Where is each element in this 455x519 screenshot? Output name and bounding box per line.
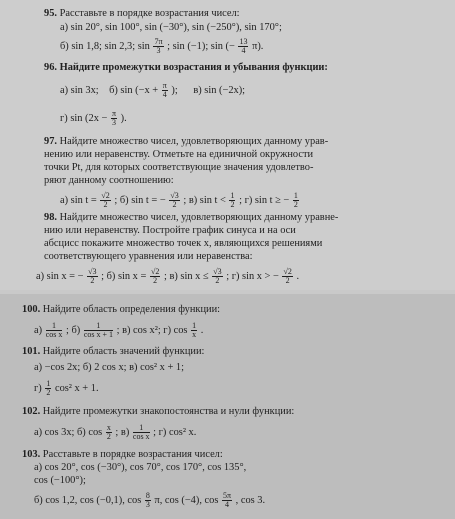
text-part: ; б) [65, 324, 81, 336]
fraction: $\frac{1}{2}$ [293, 191, 298, 209]
problem-number: 100. [22, 304, 41, 315]
problem-number: 101. [22, 346, 41, 357]
text-part: а) [34, 324, 43, 336]
text-part: π, cos (−4), cos [154, 494, 219, 506]
text-part: ); [171, 84, 178, 96]
text-part: б) sin (−x + [109, 84, 159, 96]
fraction: $\frac{5\pi}{4}$ [223, 491, 232, 509]
fraction: $\frac{\pi}{3}$ [111, 109, 117, 127]
text-part: ). [120, 112, 127, 124]
fraction: $\frac{√2}{2}$ [101, 191, 110, 209]
text-part: , cos 3. [235, 494, 266, 506]
problem-98-line4: соответствующего уравнения или неравенства: [44, 251, 253, 262]
fraction: $\frac{√3}{2}$ [170, 191, 179, 209]
text-part: ; в) sin x ≤ [163, 270, 209, 282]
problem-number: 103. [22, 449, 41, 460]
fraction: $\frac{1}{\text{cos x}}$ [45, 321, 63, 339]
problem-100-title [22, 304, 220, 316]
problem-number: 96. [44, 62, 57, 73]
problem-97-line2: нению или неравенству. Отметьте на единичной окружности [44, 149, 314, 160]
problem-96-abc [60, 82, 245, 99]
fraction: $\frac{1}{x}$ [192, 321, 197, 339]
fraction: $\frac{1}{2}$ [230, 191, 235, 209]
fraction: $\frac{√3}{2}$ [88, 267, 97, 285]
fraction: $\frac{13}{4}$ [239, 37, 248, 55]
text-part: ; г) sin x > − [226, 270, 279, 282]
problem-text: Найдите область определения функции: [42, 304, 221, 315]
text-part: . [296, 270, 300, 282]
text-part: г) [34, 382, 42, 394]
text-part: ; в) cos x²; г) cos [116, 324, 188, 336]
problem-98-title [44, 212, 338, 224]
problem-101-title [22, 346, 204, 358]
problem-100-items [34, 322, 203, 339]
fraction: $\frac{√2}{2}$ [150, 267, 160, 285]
problem-103-a: а) cos 20°, cos (−30°), cos 70°, cos 170°, cos 135°, [34, 462, 247, 473]
problem-96-title [44, 62, 328, 74]
problem-103-a2: cos (−100°); [34, 475, 86, 486]
problem-102-title [22, 406, 294, 418]
fraction: $\frac{1}{\text{cos x}}$ [132, 423, 150, 441]
text-part: . [200, 324, 204, 336]
problem-95-b [60, 38, 263, 55]
problem-101-a: а) −cos 2x; б) 2 cos x; в) cos² x + 1; [34, 362, 184, 373]
problem-number: 95. [44, 8, 57, 19]
problem-98-line3: абсцисс покажите множество точек x, являющихся решениями [44, 238, 323, 249]
text-part: ; sin (−1); sin (− [167, 40, 235, 52]
problem-95-title [44, 8, 240, 20]
text-part: а) sin 3x; [60, 84, 99, 96]
problems-bottom-section [0, 294, 455, 519]
problem-97-line3: точки Pt, для которых соответствующие значения удовлетво- [44, 162, 314, 173]
fraction: $\frac{√3}{2}$ [213, 267, 222, 285]
problem-text: Расставьте в порядке возрастания чисел: [59, 8, 240, 19]
problem-number: 97. [44, 136, 57, 147]
fraction: $\frac{√2}{2}$ [283, 267, 292, 285]
problem-97-items [60, 192, 300, 209]
problem-text: Найдите множество чисел, удовлетворяющих данному уравне- [59, 212, 339, 223]
problem-text: Расставьте в порядке возрастания чисел: [42, 449, 223, 460]
text-part: а) sin x = − [36, 270, 84, 282]
problem-102-items [34, 424, 196, 441]
problem-101-b [34, 380, 99, 397]
problem-97-title [44, 136, 328, 148]
text-part: π). [252, 40, 264, 52]
text-part: ; в) [115, 426, 130, 438]
problem-98-line2: нию или неравенству. Постройте график синуса и на оси [44, 225, 296, 236]
fraction: $\frac{1}{2}$ [46, 379, 51, 397]
text-part: г) sin (2x − [60, 112, 108, 124]
fraction: $\frac{x}{2}$ [106, 423, 111, 441]
text-part: а) cos 3x; б) cos [34, 426, 103, 438]
text-part: в) sin (−2x); [193, 84, 246, 96]
text-part: б) cos 1,2, cos (−0,1), cos [34, 494, 142, 506]
fraction: $\frac{\pi}{4}$ [162, 81, 167, 99]
text-part: б) sin 1,8; sin 2,3; sin [60, 40, 150, 52]
fraction: $\frac{7\pi}{3}$ [154, 37, 163, 55]
problem-103-title [22, 449, 223, 461]
text-part: ; в) sin t < [183, 194, 226, 206]
text-part: а) sin t = [60, 194, 97, 206]
problem-text: Найдите промежутки возрастания и убывания функции: [59, 62, 328, 73]
problem-95-a: а) sin 20°, sin 100°, sin (−30°), sin (−250°), sin 170°; [60, 22, 282, 33]
problem-text: Найдите область значений функции: [42, 346, 205, 357]
text-part: ; г) sin t ≥ − [239, 194, 290, 206]
text-part: ; б) sin x = [101, 270, 147, 282]
text-part: cos² x + 1. [54, 382, 99, 394]
problem-text: Найдите множество чисел, удовлетворяющих данному урав- [59, 136, 329, 147]
problem-text: Найдите промежутки знакопостоянства и нули функции: [42, 406, 295, 417]
problem-98-items [36, 268, 299, 285]
fraction: $\frac{8}{3}$ [145, 491, 150, 509]
problem-number: 102. [22, 406, 41, 417]
text-part: ; б) sin t = − [114, 194, 166, 206]
problem-96-d [60, 110, 127, 127]
fraction: $\frac{1}{\text{cos x + 1}}$ [83, 321, 113, 339]
problem-103-b [34, 492, 265, 509]
problem-number: 98. [44, 212, 57, 223]
problem-97-line4: ряют данному соотношению: [44, 175, 174, 186]
text-part: ; г) cos² x. [153, 426, 197, 438]
